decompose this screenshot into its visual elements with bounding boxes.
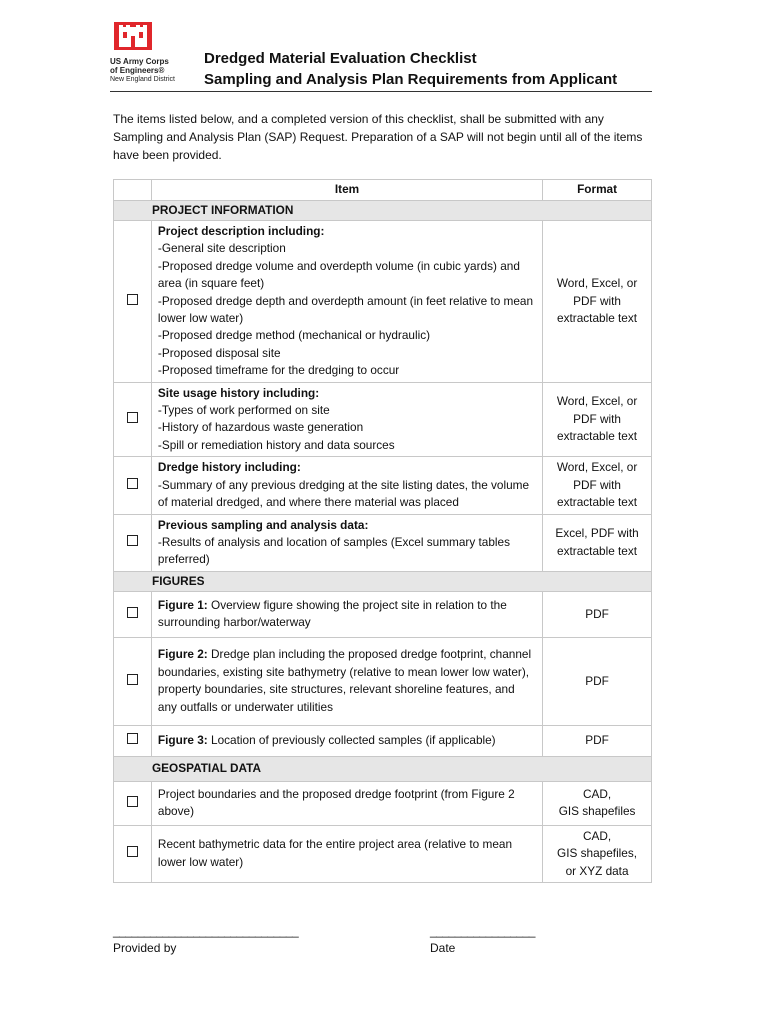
checkbox-figure-2[interactable] [127, 674, 138, 685]
table-row [114, 382, 652, 457]
item-line: -Proposed dredge method (mechanical or hydraulic) [157, 328, 431, 343]
table-row [114, 221, 652, 383]
checkbox-site-usage[interactable] [127, 412, 138, 423]
item-heading: Previous sampling and analysis data: [157, 517, 369, 532]
section-geospatial-data [114, 756, 652, 781]
item-line: -Summary of any previous dredging at the site listing dates, the volume of material dredged, and where there material was placed [157, 477, 530, 510]
date-line[interactable]: _________________ [430, 924, 535, 938]
header-checkbox-col [114, 180, 152, 201]
table-row [114, 514, 652, 571]
provided-by-line[interactable]: ______________________________ [113, 924, 299, 938]
checkbox-cell [114, 825, 152, 882]
format-line: or XYZ data [565, 863, 629, 878]
item-heading: Site usage history including: [157, 385, 320, 400]
format-cell [543, 781, 652, 825]
usace-logo [110, 22, 182, 84]
item-line: -Proposed dredge volume and overdepth volume (in cubic yards) and area (in square feet) [157, 258, 520, 291]
table-row [114, 725, 652, 756]
title-divider [110, 91, 652, 92]
checkbox-previous-sampling[interactable] [127, 535, 138, 546]
section-row-geospatial [114, 756, 652, 781]
item-line: -History of hazardous waste generation [157, 420, 364, 435]
section-project-information [114, 201, 652, 221]
castle-icon [114, 22, 152, 50]
figure-text: Overview figure showing the project site in relation to the surrounding harbor/waterway [157, 597, 507, 630]
section-label: GEOSPATIAL DATA [152, 761, 262, 776]
checkbox-cell [114, 591, 152, 637]
section-figures [114, 571, 652, 591]
checkbox-cell [114, 637, 152, 725]
item-figure-2 [151, 637, 542, 725]
figure-text: Dredge plan including the proposed dredge footprint, channel boundaries, existing site bathymetry (relative to mean lower low water), property boundaries, site structures, relevant shoreline features, and any outfalls or underwater utilities [157, 647, 532, 714]
logo-line-3: New England District [110, 76, 175, 83]
intro-paragraph: The items listed below, and a completed version of this checklist, shall be submitted with any Sampling and Analysis Plan (SAP) Request. Preparation of a SAP will not begin until all of the items have been provided. [113, 112, 643, 162]
section-label: PROJECT INFORMATION [152, 202, 294, 217]
date-label: Date [430, 941, 456, 955]
format-cell [543, 825, 652, 882]
page-title [204, 48, 652, 90]
checkbox-cell [114, 221, 152, 383]
item-line: -Types of work performed on site [157, 403, 330, 418]
checkbox-cell [114, 781, 152, 825]
format-cell: Word, Excel, or PDF with extractable text [543, 457, 652, 514]
logo-line-2: of Engineers® [110, 66, 165, 75]
checkbox-cell [114, 382, 152, 457]
title-line-2: Sampling and Analysis Plan Requirements from Applicant [204, 71, 618, 88]
figure-label: Figure 1: [157, 597, 208, 612]
item-geo-bathymetry: Recent bathymetric data for the entire project area (relative to mean lower low water) [151, 825, 542, 882]
table-row [114, 825, 652, 882]
table-row [114, 781, 652, 825]
format-cell: Word, Excel, or PDF with extractable text [543, 382, 652, 457]
section-row-project [114, 201, 652, 221]
checkbox-project-description[interactable] [127, 294, 138, 305]
item-figure-1 [151, 591, 542, 637]
format-cell: PDF [543, 591, 652, 637]
item-line: -Proposed dredge depth and overdepth amount (in feet relative to mean lower low water) [157, 293, 534, 326]
format-line: CAD, [582, 828, 612, 843]
figure-label: Figure 2: [157, 647, 208, 662]
item-dredge-history [151, 457, 542, 514]
date-block [430, 923, 535, 957]
checkbox-cell [114, 725, 152, 756]
item-heading: Project description including: [157, 224, 325, 238]
item-project-description [151, 221, 542, 383]
logo-line-1: US Army Corps [110, 57, 169, 66]
item-line: -Proposed disposal site [157, 345, 281, 360]
logo-text [110, 57, 182, 84]
item-line: -Results of analysis and location of samples (Excel summary tables preferred) [157, 534, 511, 567]
checkbox-geo-boundaries[interactable] [127, 796, 138, 807]
item-line: -Proposed timeframe for the dredging to occur [157, 363, 400, 378]
item-figure-3 [151, 725, 542, 756]
section-row-figures [114, 571, 652, 591]
checkbox-dredge-history[interactable] [127, 478, 138, 489]
item-geo-boundaries: Project boundaries and the proposed dredge footprint (from Figure 2 above) [151, 781, 542, 825]
item-line: -General site description [157, 241, 286, 256]
checkbox-figure-1[interactable] [127, 607, 138, 618]
item-previous-sampling [151, 514, 542, 571]
figure-label: Figure 3: [157, 733, 208, 748]
checkbox-cell [114, 457, 152, 514]
provided-by-label: Provided by [113, 941, 177, 955]
provided-by-block [113, 923, 298, 957]
checkbox-cell [114, 514, 152, 571]
format-line: GIS shapefiles [558, 804, 636, 819]
checklist-table [113, 179, 652, 883]
header-item: Item [151, 180, 542, 201]
table-header-row [114, 180, 652, 201]
item-site-usage [151, 382, 542, 457]
table-row [114, 591, 652, 637]
figure-text: Location of previously collected samples (if applicable) [207, 733, 496, 748]
section-label: FIGURES [152, 573, 205, 588]
title-line-1: Dredged Material Evaluation Checklist [204, 50, 477, 67]
format-cell: PDF [543, 725, 652, 756]
format-cell: Excel, PDF with extractable text [543, 514, 652, 571]
table-row [114, 457, 652, 514]
table-row [114, 637, 652, 725]
item-line: -Spill or remediation history and data sources [157, 437, 395, 452]
checkbox-figure-3[interactable] [127, 733, 138, 744]
format-cell: Word, Excel, or PDF with extractable text [543, 221, 652, 383]
format-line: GIS shapefiles, [557, 846, 638, 861]
format-cell: PDF [543, 637, 652, 725]
item-heading: Dredge history including: [157, 460, 301, 475]
checkbox-geo-bathymetry[interactable] [127, 846, 138, 857]
header-format: Format [543, 180, 652, 201]
format-line: CAD, [582, 786, 612, 801]
